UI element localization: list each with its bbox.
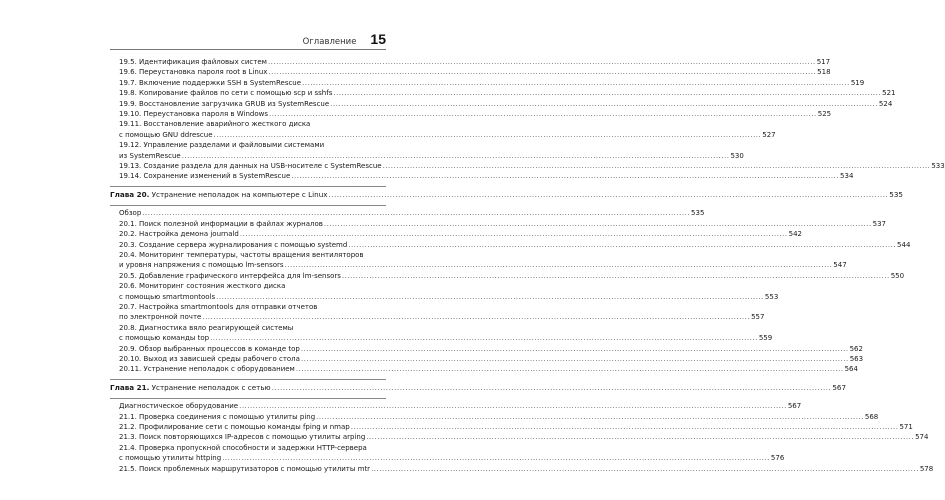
chapter-divider xyxy=(110,205,386,206)
dot-leader xyxy=(291,171,839,181)
chapter-title: Устранение неполадок с сетью xyxy=(151,382,271,392)
chapter-divider xyxy=(110,186,386,187)
dot-leader xyxy=(268,67,816,77)
toc-section-entry[interactable] xyxy=(110,78,865,88)
toc-entry-text: Обзор xyxy=(119,209,142,218)
dot-leader xyxy=(371,464,919,474)
toc-section-entry[interactable] xyxy=(110,57,831,67)
dot-leader xyxy=(285,260,833,270)
dot-leader xyxy=(296,364,844,374)
chapter-label: Глава 20. xyxy=(110,189,150,199)
toc-page-number: 564 xyxy=(844,365,858,374)
dot-leader xyxy=(329,190,889,200)
toc-entry-text: 21.1. Проверка соединения с помощью утилиты ping xyxy=(119,412,316,421)
toc-page-number: 527 xyxy=(762,130,776,139)
toc-section-entry[interactable] xyxy=(110,240,911,250)
chapter-label: Глава 21. xyxy=(110,382,150,392)
chapter-divider xyxy=(110,398,386,399)
dot-leader xyxy=(269,109,817,119)
toc-page-number: 517 xyxy=(816,58,831,66)
toc-section-entry[interactable] xyxy=(110,119,776,140)
toc-entry-text: 20.1. Поиск полезной информации в файлах журналов xyxy=(119,219,323,228)
running-header xyxy=(60,31,386,47)
toc-chapter-entry[interactable] xyxy=(110,189,903,201)
toc-entry-text: 21.2. Профилирование сети с помощью команды fping и nmap xyxy=(119,423,350,431)
toc-section-entry[interactable] xyxy=(110,99,893,109)
toc-entry-text: из SystemRescue xyxy=(119,151,181,160)
toc-entry-text: по электронной почте xyxy=(119,313,202,322)
dot-leader xyxy=(324,219,872,229)
toc-entry-text-line: 19.12. Управление разделами и файловыми системами xyxy=(119,141,325,150)
toc-page-number: 525 xyxy=(817,110,832,119)
toc-entry-text: 19.9. Восстановление загрузчика GRUB из SystemRescue xyxy=(119,99,330,108)
toc-section-entry[interactable] xyxy=(110,67,831,77)
toc-section-entry[interactable] xyxy=(110,271,905,281)
toc-section-entry[interactable] xyxy=(110,443,785,464)
toc-entry-text: с помощью утилиты httping xyxy=(119,454,222,463)
toc-page-number: 542 xyxy=(788,230,802,239)
table-of-contents xyxy=(110,57,945,474)
dot-leader xyxy=(216,292,764,302)
dot-leader xyxy=(330,99,878,109)
toc-entry-text: 20.9. Обзор выбранных процессов в команде top xyxy=(119,344,300,353)
toc-page-number: 534 xyxy=(840,172,854,181)
toc-entry-text: 21.5. Поиск проблемных маршрутизаторов с помощью утилиты mtr xyxy=(119,464,371,473)
toc-page-number: 562 xyxy=(849,344,863,353)
toc-section-entry[interactable] xyxy=(110,354,864,364)
toc-entry-text-line: 21.4. Проверка пропускной способности и задержки HTTP-сервера xyxy=(119,443,367,452)
toc-page-number: 544 xyxy=(897,240,911,249)
toc-entry-text: Диагностическое оборудование xyxy=(119,402,239,411)
toc-entry-text: 19.5. Идентификация файловых систем xyxy=(119,58,267,66)
dot-leader xyxy=(268,57,816,67)
dot-leader xyxy=(240,229,788,239)
toc-entry-text-line: 20.4. Мониторинг температуры, частоты вращения вентиляторов xyxy=(119,250,364,259)
toc-page-number: 533 xyxy=(931,162,945,171)
toc-page-number: 557 xyxy=(751,313,765,322)
toc-overview-entry[interactable] xyxy=(110,208,705,218)
dot-leader xyxy=(348,240,896,250)
toc-entry-text: 19.6. Переустановка пароля root в Linux xyxy=(119,68,268,77)
toc-entry-text-line: 19.11. Восстановление аварийного жесткого диска xyxy=(119,120,311,129)
dot-leader xyxy=(142,208,690,218)
toc-page-number: 547 xyxy=(833,261,847,270)
toc-page-number: 568 xyxy=(864,412,879,421)
toc-section-entry[interactable] xyxy=(110,344,863,354)
dot-leader xyxy=(366,432,914,442)
dot-leader xyxy=(239,401,787,411)
dot-leader xyxy=(214,130,762,140)
toc-entry-text: 19.8. Копирование файлов по сети с помощью scp и sshfs xyxy=(119,89,333,98)
toc-page-number: 574 xyxy=(915,433,929,442)
chapter-divider xyxy=(110,379,386,380)
toc-page-number: 559 xyxy=(758,334,773,343)
dot-leader xyxy=(383,161,931,171)
toc-entry-text: 21.3. Поиск повторяющихся IP-адресов с помощью утилиты arping xyxy=(119,433,366,442)
toc-entry-text: 19.10. Переустановка пароля в Windows xyxy=(119,110,268,119)
toc-entry-text-line: 20.7. Настройка smartmontools для отправки отчетов xyxy=(119,302,318,311)
dot-leader xyxy=(210,333,758,343)
toc-entry-text: 20.11. Устранение неполадок с оборудованием xyxy=(119,365,295,374)
toc-section-entry[interactable] xyxy=(110,229,802,239)
toc-entry-text: с помощью GNU ddrescue xyxy=(119,130,213,139)
dot-leader xyxy=(351,422,899,432)
toc-entry-text: 20.3. Создание сервера журналирования с помощью systemd xyxy=(119,240,348,249)
dot-leader xyxy=(182,151,730,161)
toc-section-entry[interactable] xyxy=(110,219,886,229)
toc-section-entry[interactable] xyxy=(110,140,744,161)
dot-leader xyxy=(301,344,849,354)
toc-section-entry[interactable] xyxy=(110,281,779,302)
running-header-title: Оглавление xyxy=(302,37,357,47)
toc-page-number: 576 xyxy=(770,454,785,463)
toc-page-number: 553 xyxy=(764,292,779,301)
toc-page-number: 537 xyxy=(872,219,886,228)
toc-page-number: 518 xyxy=(817,68,831,77)
toc-page-number: 567 xyxy=(787,402,802,411)
toc-page-number: 530 xyxy=(730,151,744,160)
toc-section-entry[interactable] xyxy=(110,171,854,181)
toc-section-entry[interactable] xyxy=(110,323,773,344)
toc-entry-text: с помощью smartmontools xyxy=(119,292,216,301)
toc-page-number: 571 xyxy=(899,423,913,431)
toc-page-number: 519 xyxy=(850,78,865,87)
toc-entry-text: 19.7. Включение поддержки SSH в SystemRescue xyxy=(119,78,302,87)
toc-overview-entry[interactable] xyxy=(110,401,802,411)
dot-leader xyxy=(333,88,881,98)
toc-section-entry[interactable] xyxy=(110,88,896,98)
toc-section-entry[interactable] xyxy=(110,432,929,442)
toc-page-number: 550 xyxy=(890,271,905,280)
toc-page-number: 535 xyxy=(691,209,705,218)
dot-leader xyxy=(272,383,832,393)
toc-page-number: 578 xyxy=(919,464,934,473)
toc-page-number: 524 xyxy=(878,99,893,108)
dot-leader xyxy=(302,78,850,88)
toc-section-entry[interactable] xyxy=(110,422,913,432)
page-number: 15 xyxy=(370,31,386,47)
dot-leader xyxy=(222,453,770,463)
header-rule xyxy=(110,49,386,50)
toc-entry-text: 20.5. Добавление графического интерфейса для lm-sensors xyxy=(119,271,341,280)
toc-entry-text-line: 20.8. Диагностика вяло реагирующей системы xyxy=(119,323,294,332)
toc-section-entry[interactable] xyxy=(110,364,858,374)
toc-entry-text-line: 20.6. Мониторинг состояния жесткого диска xyxy=(119,282,286,291)
dot-leader xyxy=(316,412,864,422)
toc-section-entry[interactable] xyxy=(110,161,945,171)
toc-entry-text: 20.10. Выход из зависшей среды рабочего стола xyxy=(119,354,300,363)
chapter-title: Устранение неполадок на компьютере с Linux xyxy=(151,189,328,199)
toc-page-number: 521 xyxy=(882,89,896,98)
toc-section-entry[interactable] xyxy=(110,412,879,422)
dot-leader xyxy=(202,312,750,322)
toc-entry-text: и уровня напряжения с помощью lm-sensors xyxy=(119,261,284,270)
toc-entry-text: с помощью команды top xyxy=(119,334,210,343)
dot-leader xyxy=(301,354,849,364)
toc-section-entry[interactable] xyxy=(110,464,934,474)
toc-page-number: 535 xyxy=(889,189,903,199)
toc-page-number: 567 xyxy=(832,382,847,392)
toc-chapter-entry[interactable] xyxy=(110,382,847,394)
toc-section-entry[interactable] xyxy=(110,109,832,119)
toc-section-entry[interactable] xyxy=(110,302,765,323)
dot-leader xyxy=(342,271,890,281)
toc-entry-text: 19.13. Создание раздела для данных на USB-носителе с SystemRescue xyxy=(119,162,382,171)
toc-page-number: 563 xyxy=(849,354,864,363)
toc-entry-text: 19.14. Сохранение изменений в SystemRescue xyxy=(119,172,291,181)
toc-entry-text: 20.2. Настройка демона journald xyxy=(119,230,239,239)
toc-section-entry[interactable] xyxy=(110,250,847,271)
